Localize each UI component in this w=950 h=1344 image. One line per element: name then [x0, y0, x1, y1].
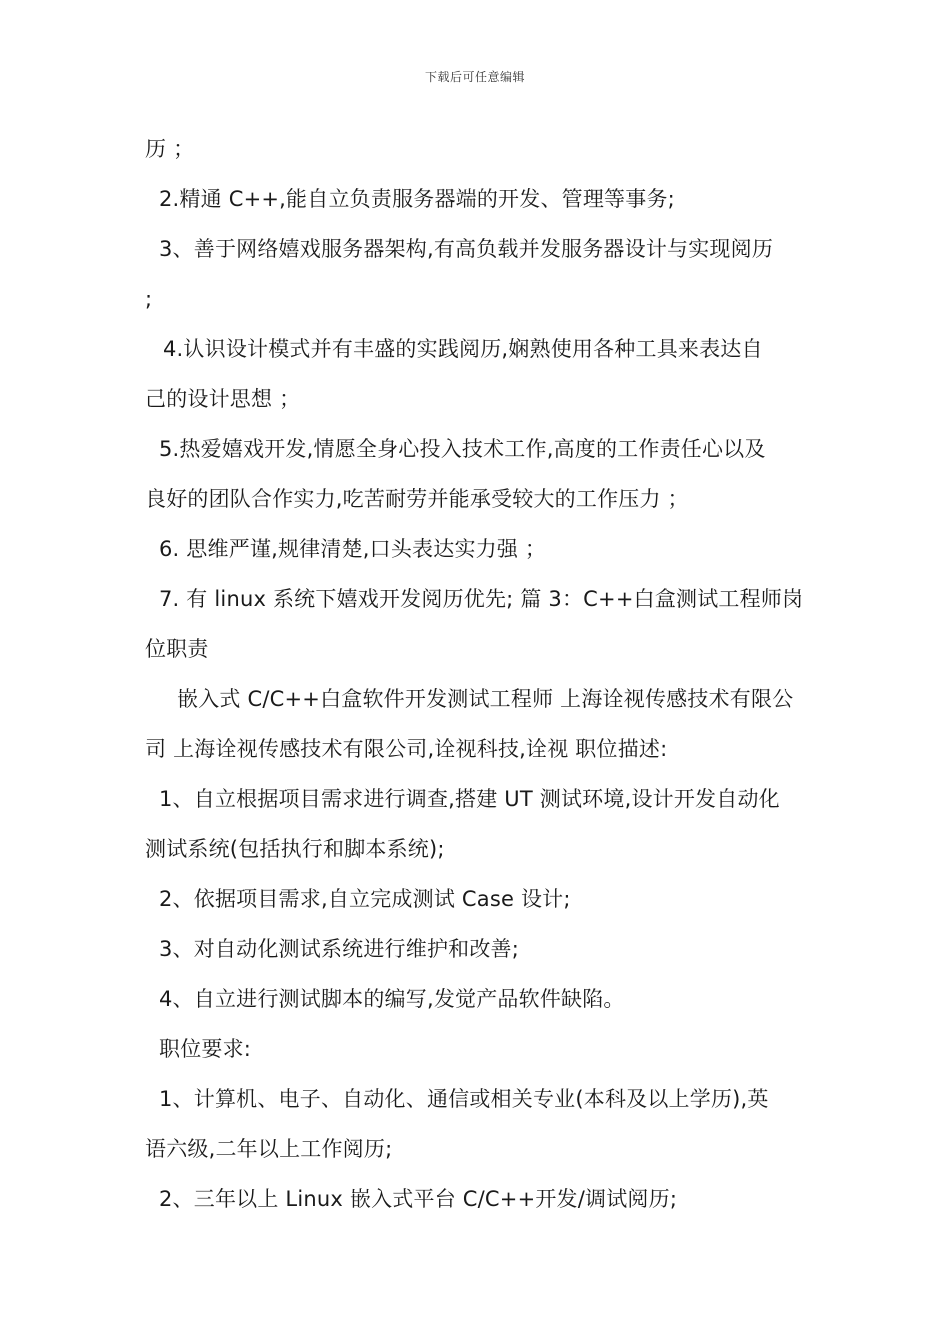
text-line: 2、三年以上 Linux 嵌入式平台 C/C++开发/调试阅历;	[159, 1187, 678, 1211]
text-line: 测试系统(包括执行和脚本系统);	[145, 837, 445, 861]
text-line: ;	[145, 287, 153, 311]
text-line: 1、计算机、电子、自动化、通信或相关专业(本科及以上学历),英	[159, 1087, 769, 1111]
text-line: 4、自立进行测试脚本的编写,发觉产品软件缺陷。	[159, 987, 625, 1011]
page-header: 下载后可任意编辑	[424, 70, 525, 84]
text-line: 位职责	[145, 637, 209, 661]
text-line: 语六级,二年以上工作阅历;	[145, 1137, 393, 1161]
text-line: 7. 有 linux 系统下嬉戏开发阅历优先; 篇 3：C++白盒测试工程师岗	[159, 587, 804, 611]
text-line: 嵌入式 C/C++白盒软件开发测试工程师 上海诠视传感技术有限公	[177, 687, 794, 711]
text-line: 历 ；	[145, 137, 195, 161]
text-line: 5.热爱嬉戏开发,情愿全身心投入技术工作,高度的工作责任心以及	[159, 437, 766, 461]
text-line: 3、对自动化测试系统进行维护和改善;	[159, 937, 520, 961]
text-line: 4.认识设计模式并有丰盛的实践阅历,娴熟使用各种工具来表达自	[163, 337, 763, 361]
text-line: 2、依据项目需求,自立完成测试 Case 设计;	[159, 887, 571, 911]
text-line: 司 上海诠视传感技术有限公司,诠视科技,诠视 职位描述:	[145, 737, 668, 761]
text-line: 3、善于网络嬉戏服务器架构,有高负载并发服务器设计与实现阅历	[159, 237, 774, 261]
text-line: 职位要求:	[159, 1037, 252, 1061]
text-line: 2.精通 C++,能自立负责服务器端的开发、管理等事务;	[159, 187, 675, 211]
text-line: 良好的团队合作实力,吃苦耐劳并能承受较大的工作压力 ；	[145, 487, 689, 511]
text-line: 1、自立根据项目需求进行调查,搭建 UT 测试环境,设计开发自动化	[159, 787, 780, 811]
text-line: 6. 思维严谨,规律清楚,口头表达实力强 ；	[159, 537, 547, 561]
text-line: 己的设计思想 ；	[145, 387, 301, 411]
document-body	[145, 126, 810, 1226]
